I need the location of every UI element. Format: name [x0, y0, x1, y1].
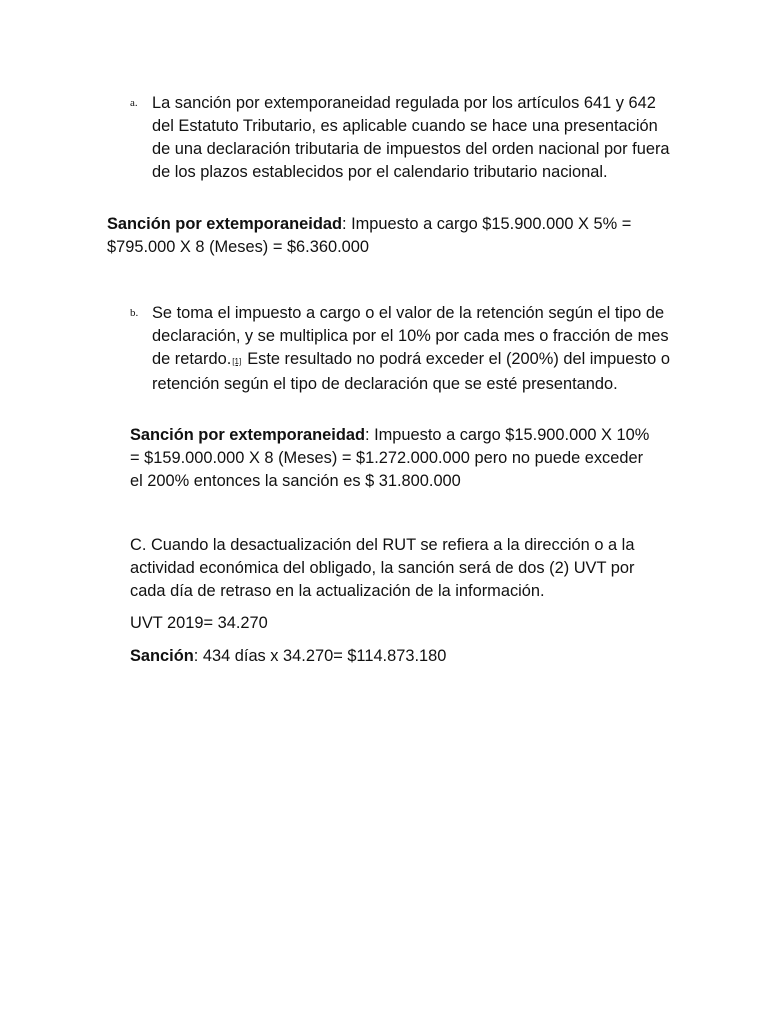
item-c-paragraph	[130, 534, 670, 603]
list-item-a	[130, 92, 670, 184]
footnote-link[interactable]: [1]	[232, 357, 242, 366]
item-b-text-before: Se toma el impuesto a cargo o el valor de la retención según el tipo de declaración, y se multiplica por el 10% por cada mes o fracción de mes de retardo.	[152, 304, 669, 368]
calc-b-label: Sanción por extemporaneidad	[130, 426, 365, 444]
calculation-a	[107, 213, 657, 259]
calc-a-label: Sanción por extemporaneidad	[107, 215, 342, 233]
calculation-b	[130, 424, 660, 493]
list-item-b	[130, 302, 670, 396]
calculation-c	[130, 645, 670, 668]
item-b-text-after: Este resultado no podrá exceder el (200%) del impuesto o retención según el tipo de declaración que se esté presentando.	[152, 350, 670, 393]
item-c-text: C. Cuando la desactualización del RUT se refiera a la dirección o a la actividad económica del obligado, la sanción será de dos (2) UVT por cada día de retraso en la actualización de la información.	[130, 536, 635, 600]
uvt-line	[130, 612, 670, 635]
calc-c-text: : 434 días x 34.270= $114.873.180	[193, 647, 447, 665]
item-b-text	[152, 302, 670, 396]
calc-b-text: : Impuesto a cargo $15.900.000 X 10% = $159.000.000 X 8 (Meses) = $1.272.000.000 pero no puede exceder el 200% entonces la sanción es $ 31.800.000	[130, 426, 650, 490]
item-a-text: La sanción por extemporaneidad regulada por los artículos 641 y 642 del Estatuto Tributario, es aplicable cuando se hace una presentación de una declaración tributaria de impuestos del orden nacional por fuera de los plazos establecidos por el calendario tributario nacional.	[152, 94, 670, 181]
list-marker-b: b.	[130, 307, 139, 319]
list-marker-a: a.	[130, 97, 138, 109]
calc-c-label: Sanción	[130, 647, 194, 665]
calc-a-text: : Impuesto a cargo $15.900.000 X 5% = $795.000 X 8 (Meses) = $6.360.000	[107, 215, 632, 256]
uvt-text: UVT 2019= 34.270	[130, 614, 268, 632]
